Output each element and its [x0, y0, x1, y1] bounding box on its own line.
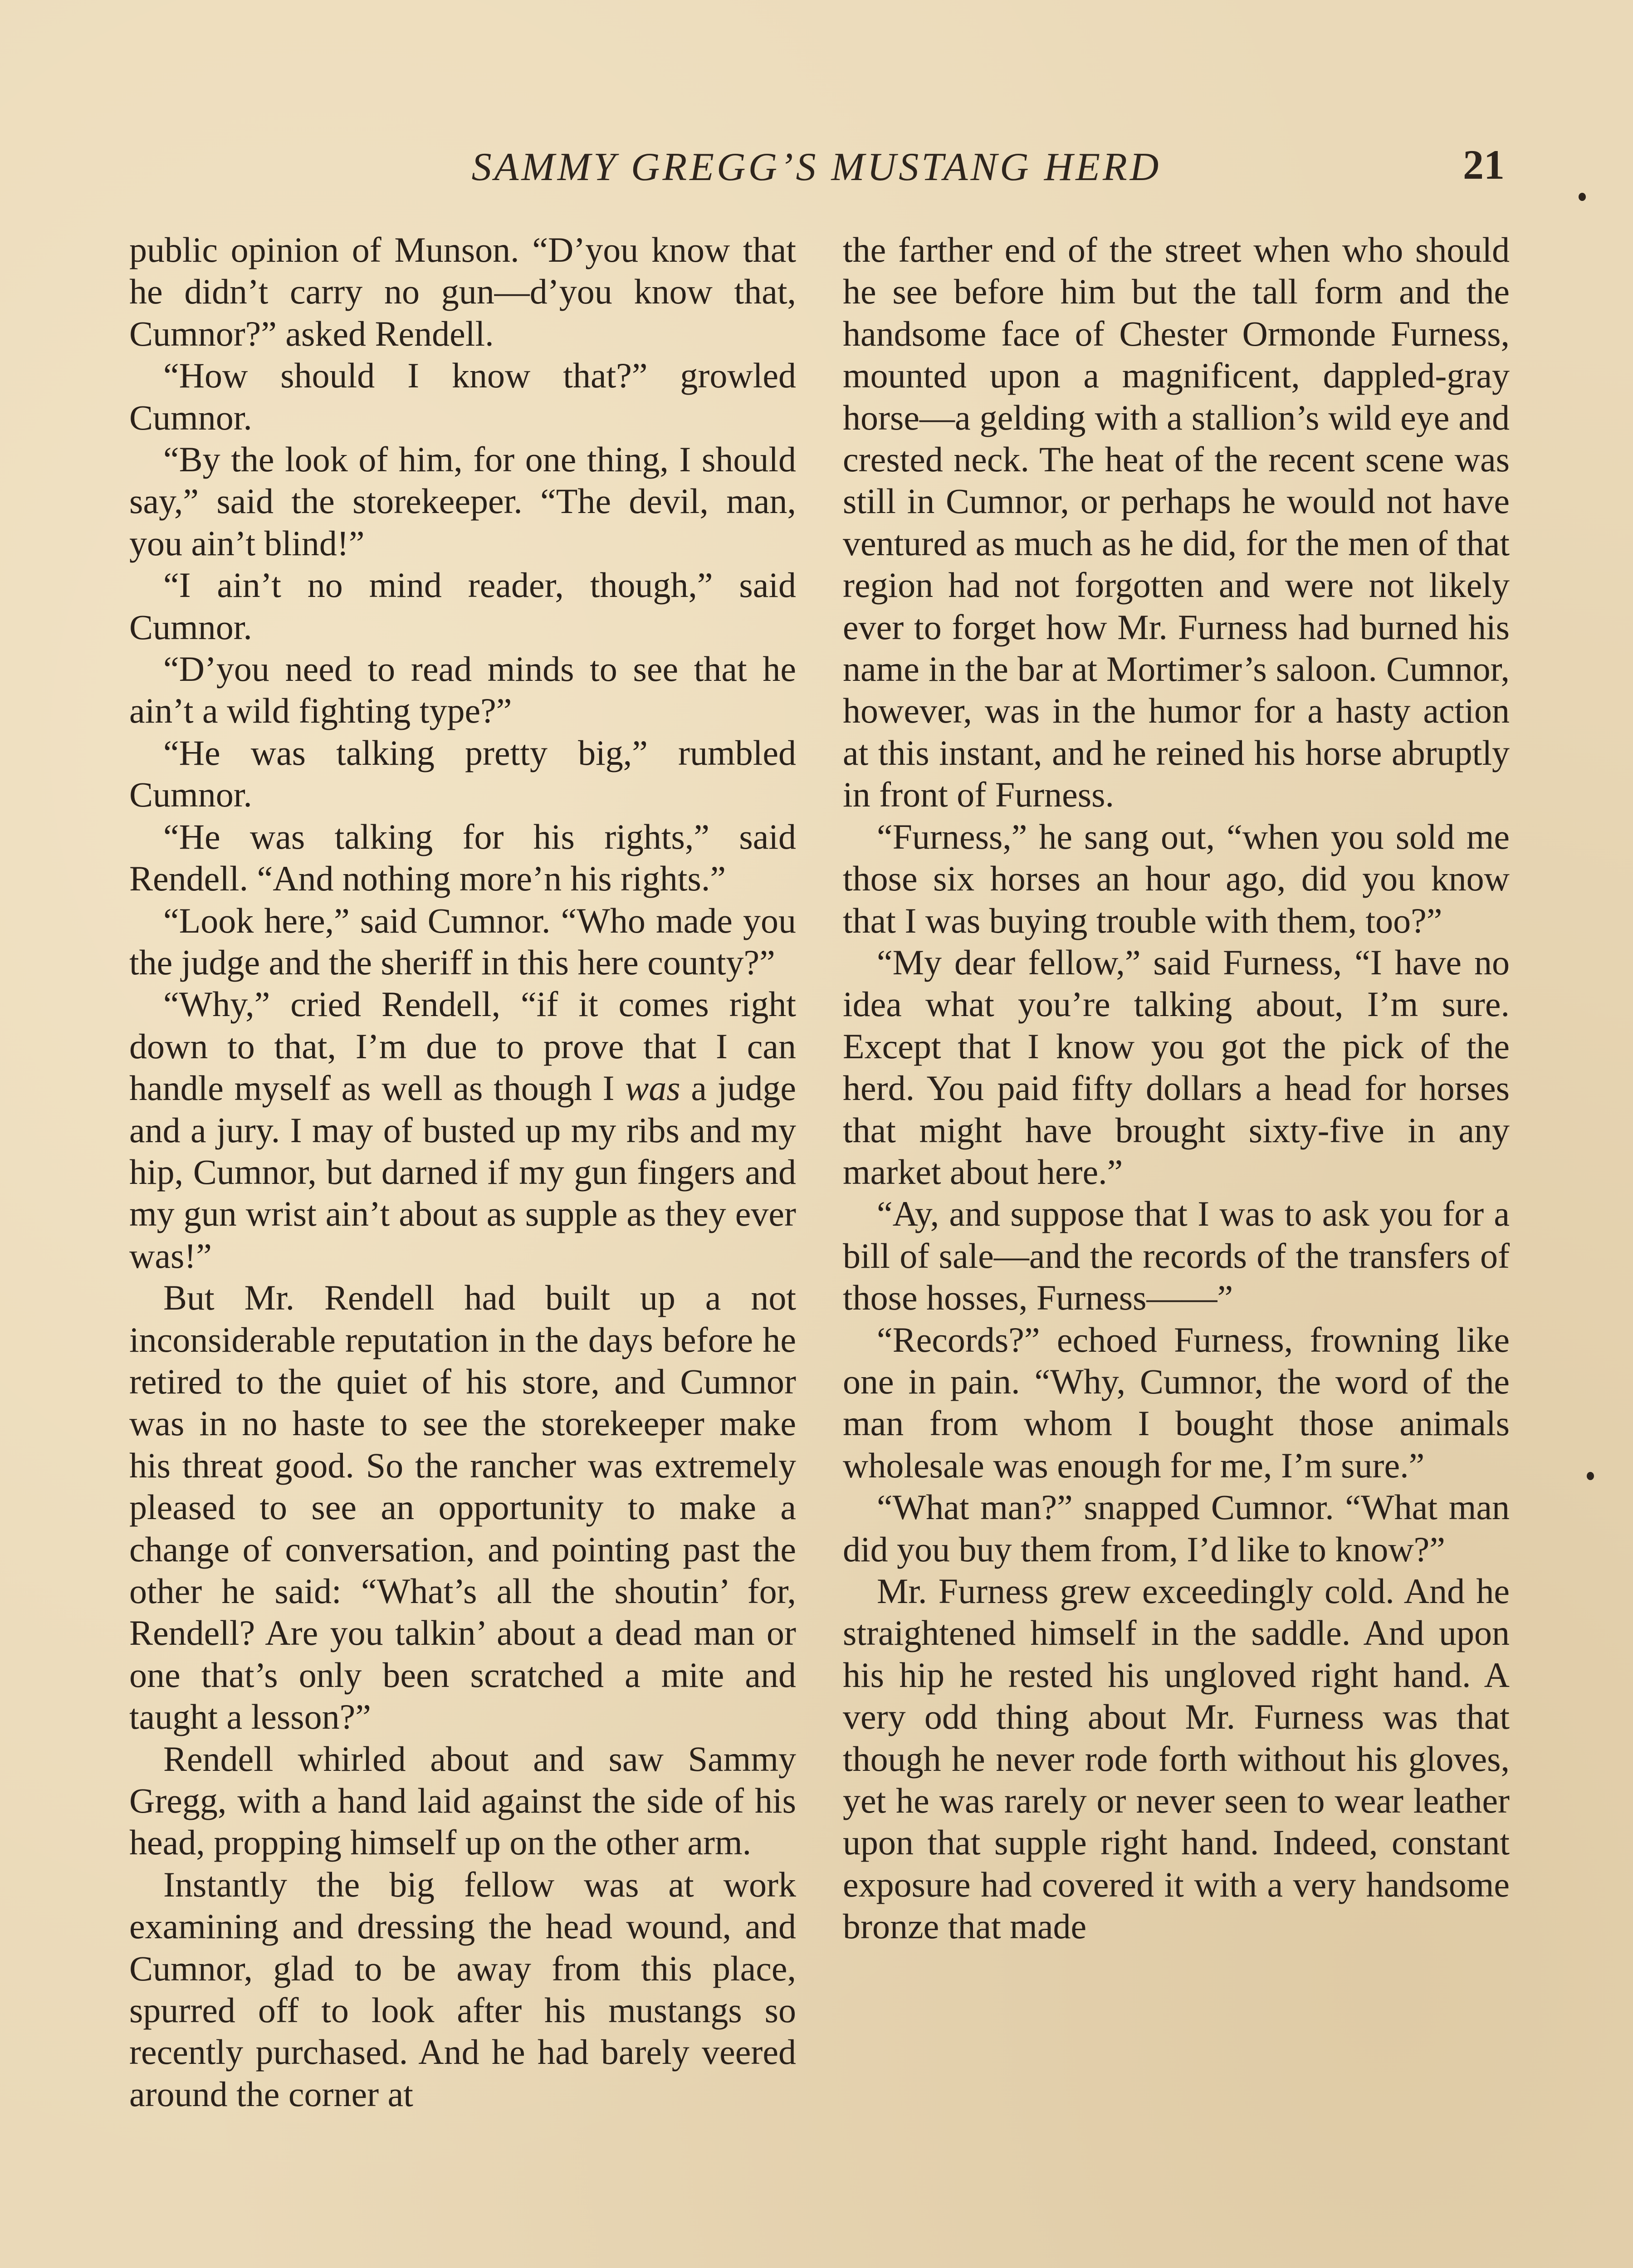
- ink-speck: [1587, 1472, 1594, 1480]
- emphasized-word: was: [625, 1068, 680, 1108]
- ink-speck: [1579, 193, 1586, 201]
- paragraph: [129, 983, 796, 1277]
- paragraph: “Look here,” said Cumnor. “Who made you the judge and the sheriff in this here county?”: [129, 900, 796, 982]
- paragraph: “He was talking pretty big,” rumbled Cumnor.: [129, 733, 796, 815]
- paragraph: “Records?” echoed Furness, frowning like one in pain. “Why, Cumnor, the word of the man from whom I bought those animals wholesale was enough for me, I’m sure.”: [843, 1320, 1510, 1485]
- paragraph: “What man?” snapped Cumnor. “What man did you buy them from, I’d like to know?”: [843, 1487, 1510, 1569]
- paragraph: “Furness,” he sang out, “when you sold me those six horses an hour ago, did you know that I was buying trouble with them, too?”: [843, 816, 1510, 940]
- paragraph: “He was talking for his rights,” said Rendell. “And nothing more’n his rights.”: [129, 816, 796, 899]
- paragraph: “My dear fellow,” said Furness, “I have no idea what you’re talking about, I’m sure. Except that I know you got the pick of the herd. You paid fifty dollars a head for horses that might have brought sixty-five in any market about here.”: [843, 942, 1510, 1192]
- paragraph: “D’you need to read minds to see that he ain’t a wild fighting type?”: [129, 649, 796, 731]
- paragraph-text: a judge and a jury. I may of busted up my ribs and my hip, Cumnor, but darned if my gun fingers and my gun wrist ain’t about as supple as they ever was!”: [129, 1068, 796, 1276]
- page-number: 21: [1463, 142, 1505, 188]
- paragraph: But Mr. Rendell had built up a not inconsiderable reputation in the days before he retired to the quiet of his store, and Cumnor was in no haste to see the storekeeper make his threat good. So the rancher was extremely pleased to see an opportunity to make a change of conversation, and pointing past the other he said: “What’s all the shoutin’ for, Rendell? Are you talkin’ about a dead man or one that’s only been scratched a mite and taught a lesson?”: [129, 1278, 796, 1737]
- paragraph: Mr. Furness grew exceedingly cold. And he straightened himself in the saddle. And upon his hip he rested his ungloved right hand. A very odd thing about Mr. Furness was that though he never rode forth without his gloves, yet he was rarely or never seen to wear leather upon that supple right hand. Indeed, constant exposure had covered it with a very handsome bronze that made: [843, 1571, 1510, 1946]
- right-column: [843, 229, 1510, 1948]
- paragraph: the farther end of the street when who should he see before him but the tall form and the handsome face of Chester Ormonde Furness, mounted upon a magnificent, dappled-gray horse—a gelding with a stallion’s wild eye and crested neck. The heat of the recent scene was still in Cumnor, or perhaps he would not have ventured as much as he did, for the men of that region had not forgotten and were not likely ever to forget how Mr. Furness had burned his name in the bar at Mortimer’s saloon. Cumnor, however, was in the humor for a hasty action at this instant, and he reined his horse abruptly in front of Furness.: [843, 230, 1510, 815]
- paragraph: “I ain’t no mind reader, though,” said Cumnor.: [129, 565, 796, 647]
- paragraph: Instantly the big fellow was at work examining and dressing the head wound, and Cumnor, glad to be away from this place, spurred off to look after his mustangs so recently purchased. And he had barely veered around the corner at: [129, 1864, 796, 2114]
- paragraph: “By the look of him, for one thing, I should say,” said the storekeeper. “The devil, man, you ain’t blind!”: [129, 440, 796, 563]
- paragraph: “How should I know that?” growled Cumnor.: [129, 356, 796, 437]
- running-title: SAMMY GREGG’S MUSTANG HERD: [471, 145, 1162, 189]
- paragraph: “Ay, and suppose that I was to ask you for a bill of sale—and the records of the transfers of those hosses, Furness——”: [843, 1194, 1510, 1318]
- left-column: [129, 229, 796, 2115]
- paragraph: public opinion of Munson. “D’you know that he didn’t carry no gun—d’you know that, Cumnor?” asked Rendell.: [129, 230, 796, 353]
- paragraph-text: “Why,” cried Rendell, “if it comes right down to that, I’m due to prove that I can handle myself as well as though I: [129, 984, 796, 1108]
- paragraph: Rendell whirled about and saw Sammy Gregg, with a hand laid against the side of his head, propping himself up on the other arm.: [129, 1739, 796, 1862]
